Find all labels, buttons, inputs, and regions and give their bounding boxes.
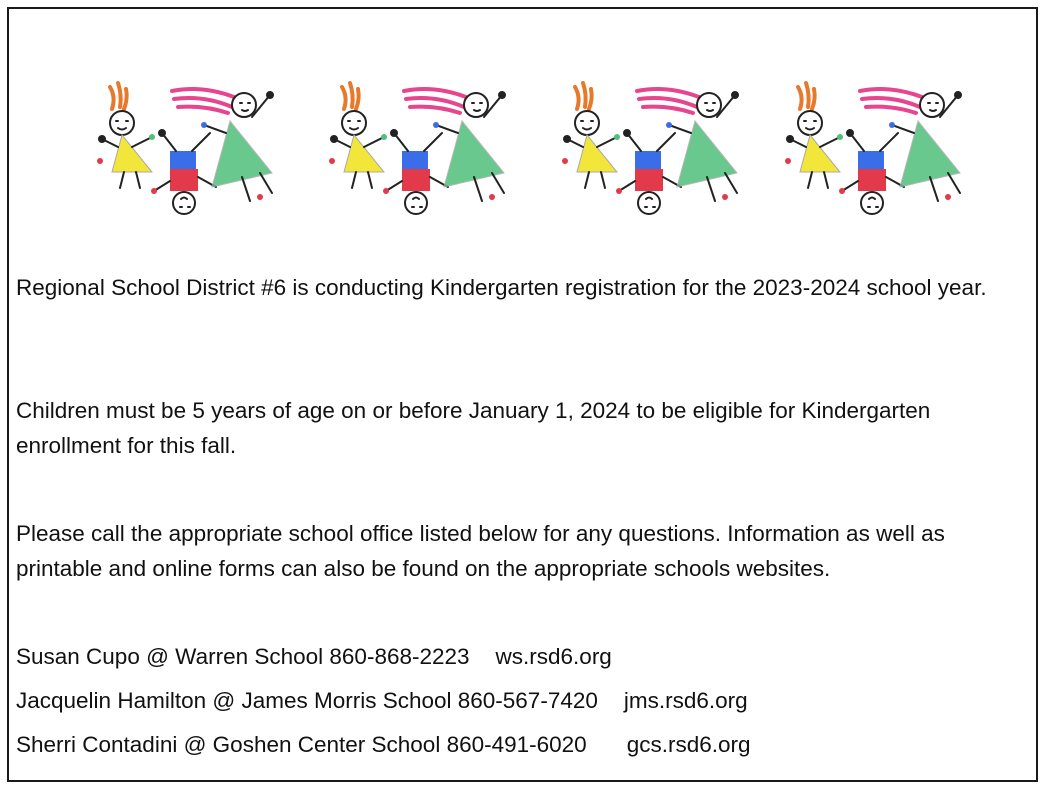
- contact-info-paragraph: Please call the appropriate school office listed below for any questions. Information as well as printable and online forms can also be found on the appropriate schools websites.: [16, 521, 945, 581]
- contact-text: Sherri Contadini @ Goshen Center School 860-491-6020: [16, 732, 587, 757]
- dancing-kids-illustration-icon: [324, 77, 514, 225]
- contact-line: [16, 644, 612, 670]
- registration-paragraph: Regional School District #6 is conducting Kindergarten registration for the 2023-2024 school year.: [16, 275, 987, 300]
- contact-line: [16, 688, 748, 714]
- school-website-link[interactable]: gcs.rsd6.org: [626, 732, 751, 757]
- contact-text: Susan Cupo @ Warren School 860-868-2223: [16, 644, 470, 669]
- school-website-link[interactable]: ws.rsd6.org: [495, 644, 612, 669]
- dancing-kids-illustration-icon: [557, 77, 747, 225]
- contact-text: Jacquelin Hamilton @ James Morris School 860-567-7420: [16, 688, 598, 713]
- dancing-kids-illustration-icon: [780, 77, 970, 225]
- dancing-kids-illustration-icon: [92, 77, 282, 225]
- contact-line: [16, 732, 751, 758]
- school-website-link[interactable]: jms.rsd6.org: [623, 688, 748, 713]
- eligibility-paragraph: Children must be 5 years of age on or before January 1, 2024 to be eligible for Kindergarten enrollment for this fall.: [16, 398, 931, 458]
- illustration-row: [92, 77, 972, 225]
